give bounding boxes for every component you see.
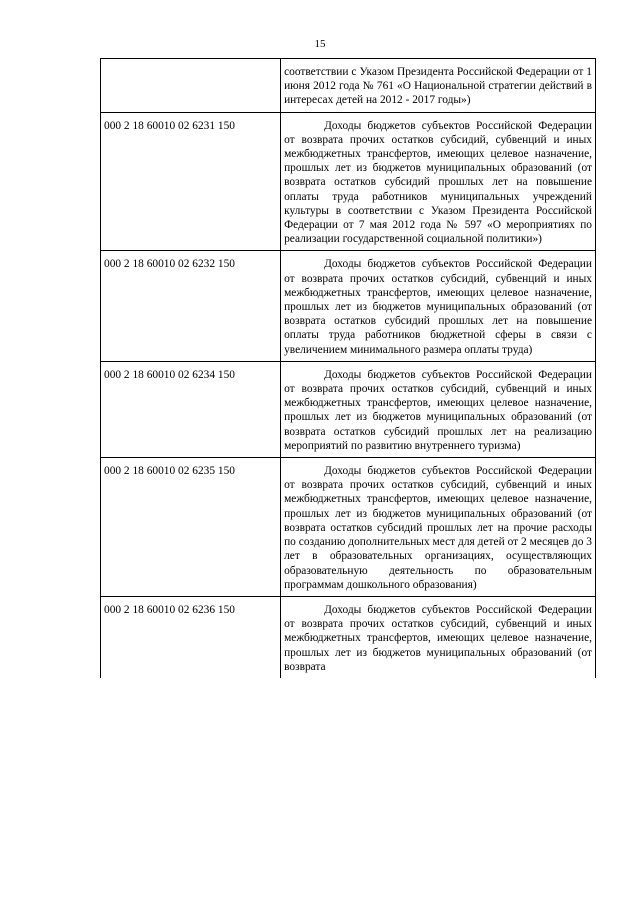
table-row: [101, 458, 596, 597]
table-row: [101, 361, 596, 457]
table-row: [101, 112, 596, 251]
budget-code-cell: 000 2 18 60010 02 6234 150: [101, 361, 281, 457]
revenue-classification-table: [100, 58, 596, 678]
description-cell: Доходы бюджетов субъектов Российской Федерации от возврата прочих остатков субсидий, субвенций и иных межбюджетных трансфертов, имеющих целевое назначение, прошлых лет из бюджетов муниципальных образований (от возврата остатков субсидий прошлых лет на повышение оплаты труда работников муниципальных учреждений культуры в соответствии с Указом Президента Российской Федерации от 7 мая 2012 года № 597 «О мероприятиях по реализации государственной социальной политики»): [281, 112, 596, 251]
budget-code-cell: 000 2 18 60010 02 6235 150: [101, 458, 281, 597]
table-row: [101, 59, 596, 113]
description-cell: Доходы бюджетов субъектов Российской Федерации от возврата прочих остатков субсидий, субвенций и иных межбюджетных трансфертов, имеющих целевое назначение, прошлых лет из бюджетов муниципальных образований (от возврата остатков субсидий прошлых лет на прочие расходы по созданию дополнительных мест для детей от 2 месяцев до 3 лет в образовательных организациях, осуществляющих образовательную деятельность по образовательным программам дошкольного образования): [281, 458, 596, 597]
budget-code-cell: 000 2 18 60010 02 6231 150: [101, 112, 281, 251]
page-number: 15: [314, 38, 326, 50]
description-cell: Доходы бюджетов субъектов Российской Федерации от возврата прочих остатков субсидий, субвенций и иных межбюджетных трансфертов, имеющих целевое назначение, прошлых лет из бюджетов муниципальных образований (от возврата остатков субсидий прошлых лет на реализацию мероприятий по развитию внутреннего туризма): [281, 361, 596, 457]
budget-code-cell: [101, 59, 281, 113]
table-row: [101, 251, 596, 361]
description-cell: Доходы бюджетов субъектов Российской Федерации от возврата прочих остатков субсидий, субвенций и иных межбюджетных трансфертов, имеющих целевое назначение, прошлых лет из бюджетов муниципальных образований (от возврата остатков субсидий прошлых лет на повышение оплаты труда работников бюджетной сферы в связи с увеличением минимального размера оплаты труда): [281, 251, 596, 361]
description-cell: соответствии с Указом Президента Российской Федерации от 1 июня 2012 года № 761 «О Национальной стратегии действий в интересах детей на 2012 - 2017 годы»): [281, 59, 596, 113]
budget-code-cell: 000 2 18 60010 02 6232 150: [101, 251, 281, 361]
description-cell: Доходы бюджетов субъектов Российской Федерации от возврата прочих остатков субсидий, субвенций и иных межбюджетных трансфертов, имеющих целевое назначение, прошлых лет из бюджетов муниципальных образований (от возврата: [281, 596, 596, 678]
budget-code-cell: 000 2 18 60010 02 6236 150: [101, 596, 281, 678]
table-row: [101, 596, 596, 678]
